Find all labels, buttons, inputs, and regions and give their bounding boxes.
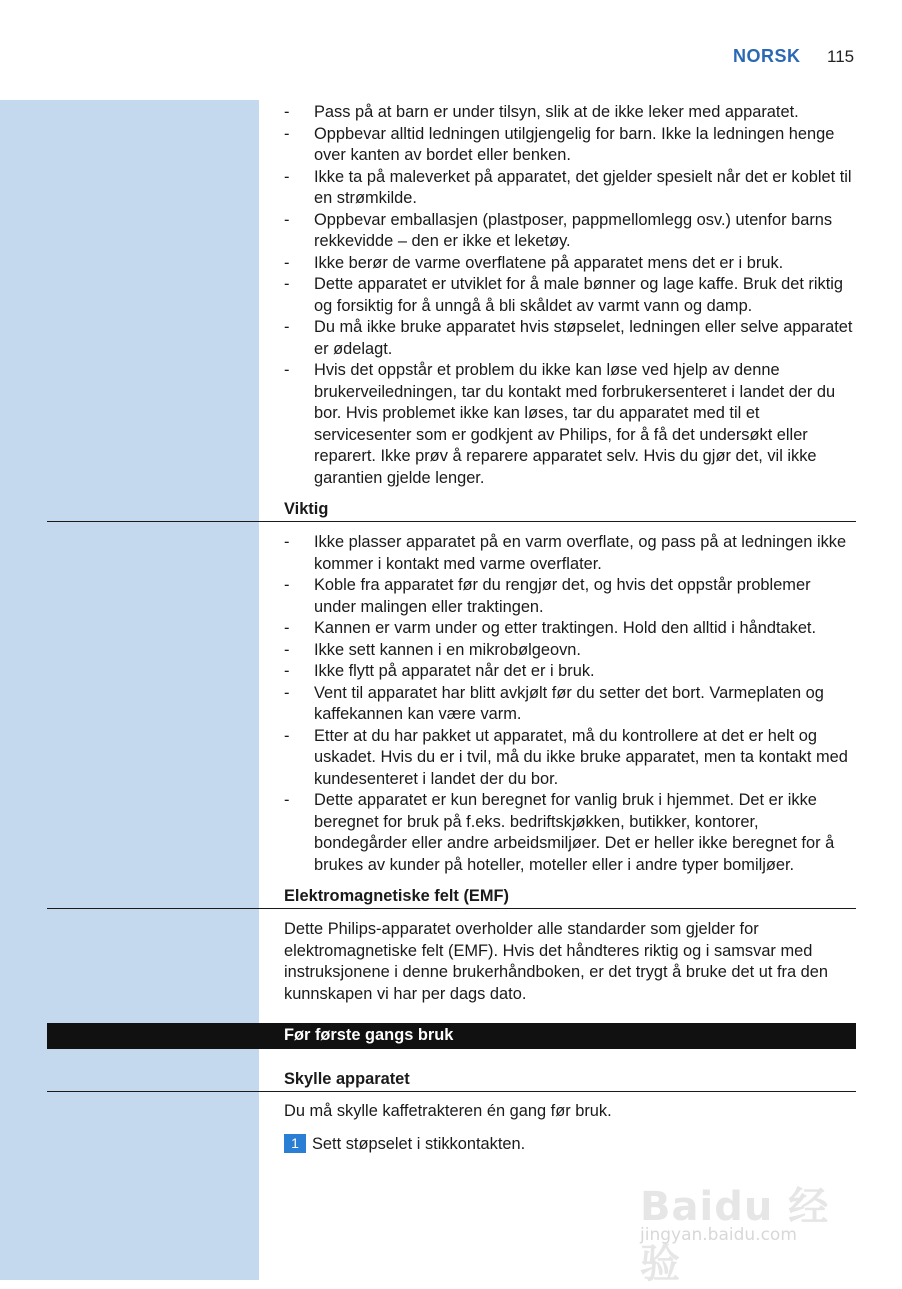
list-item: - Dette apparatet er kun beregnet for vanlig bruk i hjemmet. Det er ikke beregnet for bruk på f.eks. bedriftskjøkken, butikker, kontorer, bondegårder eller andre arbeidsmiljøer. Det er heller ikke beregnet for å brukes av kunder på hoteller, moteller eller i andre typer bomiljøer. bbox=[284, 790, 856, 876]
list-item: - Pass på at barn er under tilsyn, slik at de ikke leker med apparatet. bbox=[284, 102, 856, 124]
safety-list bbox=[284, 102, 856, 489]
language-label: NORSK bbox=[733, 46, 801, 66]
step-number-badge: 1 bbox=[284, 1134, 306, 1153]
page-number: 115 bbox=[827, 47, 855, 66]
list-item: - Hvis det oppstår et problem du ikke kan løse ved hjelp av denne brukerveiledningen, tar du kontakt med forbrukersenteret i landet der du bor. Hvis problemet ikke kan løses, tar du apparatet med til et servicesenter som er godkjent av Philips, for å få det undersøkt eller reparert. Ikke prøv å reparere apparatet selv. Hvis du gjør det, vil ikke garantien gjelde lenger. bbox=[284, 360, 856, 489]
chapter-bar bbox=[47, 1023, 856, 1049]
step-text: Sett støpselet i stikkontakten. bbox=[312, 1135, 526, 1153]
chapter-heading: Før første gangs bruk bbox=[284, 1026, 454, 1044]
list-item: - Ikke berør de varme overflatene på apparatet mens det er i bruk. bbox=[284, 253, 856, 275]
watermark-logo: Baidu 经验 bbox=[640, 1184, 830, 1287]
rinse-intro: Du må skylle kaffetrakteren én gang før bruk. bbox=[284, 1102, 612, 1120]
viktig-section bbox=[284, 532, 856, 876]
list-item: - Ikke plasser apparatet på en varm overflate, og pass på at ledningen ikke kommer i kontakt med varme overflater. bbox=[284, 532, 856, 575]
viktig-heading: Viktig bbox=[284, 500, 329, 518]
section-divider bbox=[47, 1091, 856, 1092]
section-divider bbox=[47, 521, 856, 522]
step-1 bbox=[284, 1134, 525, 1155]
list-item: - Koble fra apparatet før du rengjør det, og hvis det oppstår problemer under malingen eller traktingen. bbox=[284, 575, 856, 618]
list-item: - Dette apparatet er utviklet for å male bønner og lage kaffe. Bruk det riktig og forsiktig for å unngå å bli skåldet av varmt vann og damp. bbox=[284, 274, 856, 317]
emf-heading: Elektromagnetiske felt (EMF) bbox=[284, 887, 509, 905]
watermark-url: jingyan.baidu.com bbox=[640, 1225, 797, 1245]
list-item: - Kannen er varm under og etter traktingen. Hold den alltid i håndtaket. bbox=[284, 618, 856, 640]
list-item: - Ikke flytt på apparatet når det er i bruk. bbox=[284, 661, 856, 683]
rinse-heading: Skylle apparatet bbox=[284, 1070, 410, 1088]
list-item: - Ikke sett kannen i en mikrobølgeovn. bbox=[284, 640, 856, 662]
emf-paragraph: Dette Philips-apparatet overholder alle standarder som gjelder for elektromagnetiske felt (EMF). Hvis det håndteres riktig og i samsvar med instruksjonene i denne brukerhåndboken, er det trygt å bruke det ut fra den kunnskapen vi har per dags dato. bbox=[284, 920, 828, 1003]
list-item: - Ikke ta på maleverket på apparatet, det gjelder spesielt når det er koblet til en strømkilde. bbox=[284, 167, 856, 210]
list-item: - Oppbevar alltid ledningen utilgjengelig for barn. Ikke la ledningen henge over kanten av bordet eller benken. bbox=[284, 124, 856, 167]
safety-section bbox=[284, 102, 856, 489]
list-item: - Vent til apparatet har blitt avkjølt før du setter det bort. Varmeplaten og kaffekannen kan være varm. bbox=[284, 683, 856, 726]
list-item: - Oppbevar emballasjen (plastposer, pappmellomlegg osv.) utenfor barns rekkevidde – den er ikke et leketøy. bbox=[284, 210, 856, 253]
list-item: - Etter at du har pakket ut apparatet, må du kontrollere at det er helt og uskadet. Hvis du er i tvil, må du ikke bruke apparatet, men ta kontakt med kundesenteret i landet der du bor. bbox=[284, 726, 856, 791]
watermark bbox=[640, 1175, 855, 1287]
section-divider bbox=[47, 908, 856, 909]
sidebar-band bbox=[0, 100, 259, 1280]
list-item: - Du må ikke bruke apparatet hvis støpselet, ledningen eller selve apparatet er ødelagt. bbox=[284, 317, 856, 360]
viktig-list bbox=[284, 532, 856, 876]
